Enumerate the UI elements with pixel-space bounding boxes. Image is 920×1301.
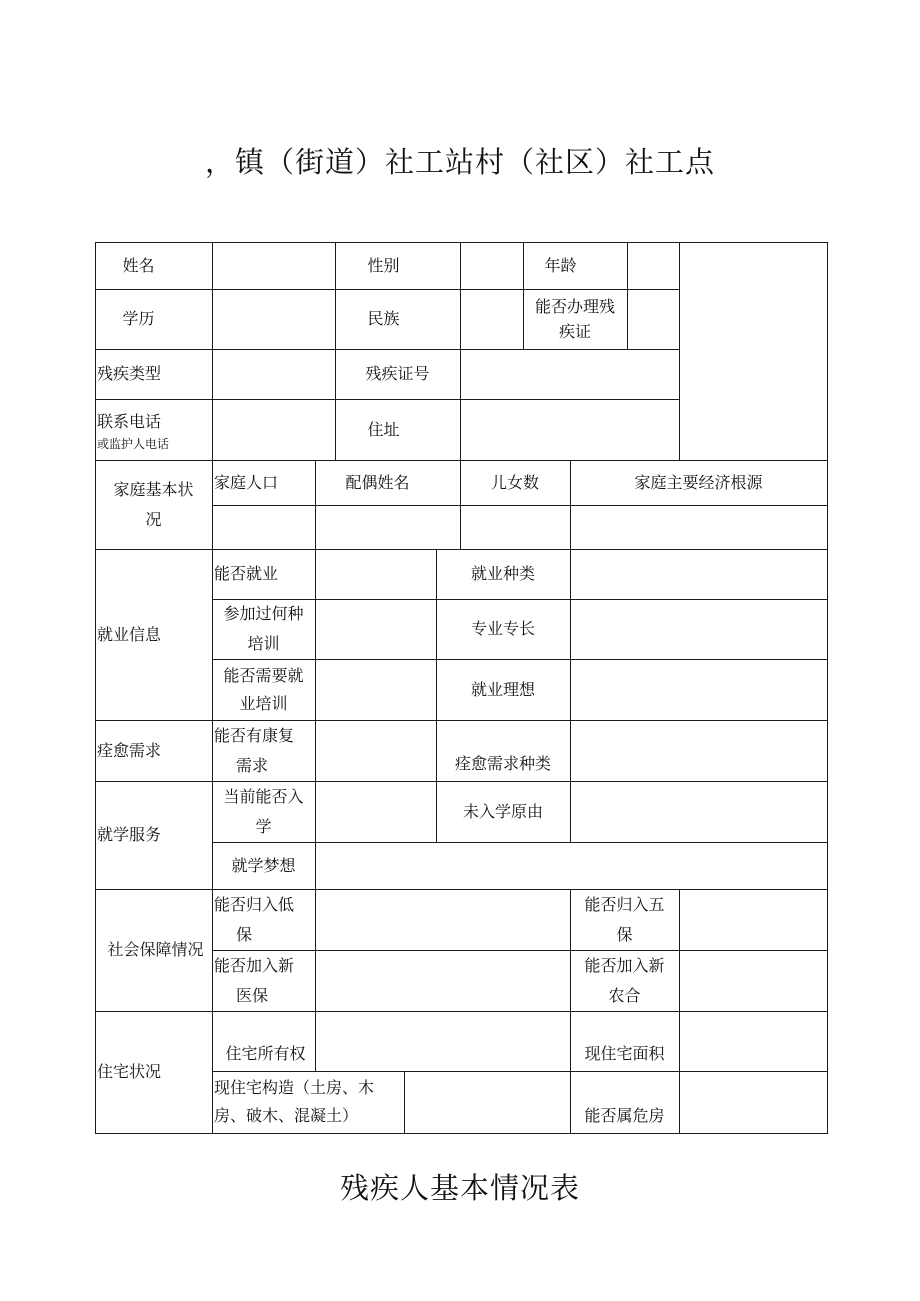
household-field[interactable]: [213, 506, 315, 549]
gender-label: 性别: [367, 255, 400, 275]
page-title: ，镇（街道）社工站村（社区）社工点: [204, 145, 715, 179]
house-area-label: 现住宅面积: [584, 1044, 665, 1063]
structure-label: 现住宅构造（土房、木 房、破木、混凝土）: [214, 1078, 375, 1125]
not-enrolled-reason-label: 未入学原由: [462, 801, 543, 821]
specialty-label: 专业专长: [470, 619, 535, 638]
rural-coop-label: 能否加入新 农合: [584, 955, 665, 1005]
need-training-field[interactable]: [316, 660, 436, 720]
disability-cert-no-label: 残疾证号: [365, 364, 430, 383]
ideal-job-label: 就业理想: [470, 679, 535, 699]
photo-area[interactable]: [680, 243, 827, 460]
structure-field[interactable]: [405, 1072, 570, 1133]
wubao-label: 能否归入五 保: [584, 894, 665, 944]
enrolled-label: 当前能否入 学: [223, 786, 304, 836]
ethnicity-label: 民族: [367, 309, 400, 328]
age-field[interactable]: [628, 243, 679, 289]
name-label: 姓名: [122, 255, 155, 275]
ideal-job-field[interactable]: [571, 660, 827, 720]
gender-field[interactable]: [461, 243, 523, 289]
school-dream-label: 就学梦想: [231, 855, 296, 875]
rehab-need-label: 能否有康复 需求: [214, 725, 295, 775]
can-work-field[interactable]: [316, 550, 436, 599]
address-label: 住址: [367, 419, 400, 439]
social-section-label: 社会保障情况: [107, 940, 204, 959]
income-field[interactable]: [571, 506, 827, 549]
dibao-label: 能否归入低 保: [214, 894, 295, 944]
name-field[interactable]: [213, 243, 335, 289]
phone-label: 联系电话 或监护人电话: [97, 411, 170, 451]
medical-label: 能否加入新 医保: [214, 955, 295, 1005]
cert-apply-field[interactable]: [628, 290, 679, 349]
phone-field[interactable]: [213, 400, 335, 460]
disability-type-label: 残疾类型: [97, 364, 162, 383]
dangerous-house-field[interactable]: [680, 1072, 827, 1133]
can-work-label: 能否就业: [214, 564, 279, 583]
education-field[interactable]: [213, 290, 335, 349]
school-section-label: 就学服务: [97, 825, 162, 844]
spouse-label: 配偶姓名: [345, 472, 410, 492]
need-training-label: 能否需要就 业培训: [223, 665, 304, 713]
address-field[interactable]: [461, 400, 679, 460]
household-label: 家庭人口: [214, 472, 279, 492]
dibao-field[interactable]: [316, 890, 570, 950]
spouse-field[interactable]: [316, 506, 460, 549]
rehab-need-field[interactable]: [316, 721, 436, 781]
ethnicity-field[interactable]: [461, 290, 523, 349]
rehab-section-label: 痊愈需求: [97, 740, 162, 760]
ownership-label: 住宅所有权: [225, 1044, 306, 1063]
cert-apply-label: 能否办理残 疾证: [534, 297, 615, 341]
housing-section-label: 住宅状况: [97, 1062, 162, 1081]
wubao-field[interactable]: [680, 890, 827, 950]
rehab-type-label: 痊愈需求种类: [454, 754, 551, 773]
enrolled-field[interactable]: [316, 782, 436, 842]
age-label: 年龄: [544, 255, 577, 275]
rehab-type-field[interactable]: [571, 721, 827, 781]
school-dream-field[interactable]: [316, 843, 827, 889]
family-section-label: 家庭基本状 况: [113, 479, 194, 529]
medical-field[interactable]: [316, 951, 570, 1011]
dangerous-house-label: 能否属危房: [584, 1106, 665, 1125]
employment-section-label: 就业信息: [97, 624, 162, 644]
disability-cert-no-field[interactable]: [461, 350, 679, 399]
ownership-field[interactable]: [316, 1012, 570, 1071]
job-type-field[interactable]: [571, 550, 827, 599]
children-field[interactable]: [461, 506, 570, 549]
disability-type-field[interactable]: [213, 350, 335, 399]
education-label: 学历: [122, 309, 155, 328]
not-enrolled-reason-field[interactable]: [571, 782, 827, 842]
income-label: 家庭主要经济根源: [634, 472, 763, 492]
form-title: 残疾人基本情况表: [339, 1171, 580, 1205]
job-type-label: 就业种类: [470, 564, 535, 583]
children-label: 儿女数: [490, 472, 539, 492]
specialty-field[interactable]: [571, 600, 827, 659]
house-area-field[interactable]: [680, 1012, 827, 1071]
training-field[interactable]: [316, 600, 436, 659]
training-label: 参加过何种 培训: [223, 604, 304, 653]
rural-coop-field[interactable]: [680, 951, 827, 1011]
